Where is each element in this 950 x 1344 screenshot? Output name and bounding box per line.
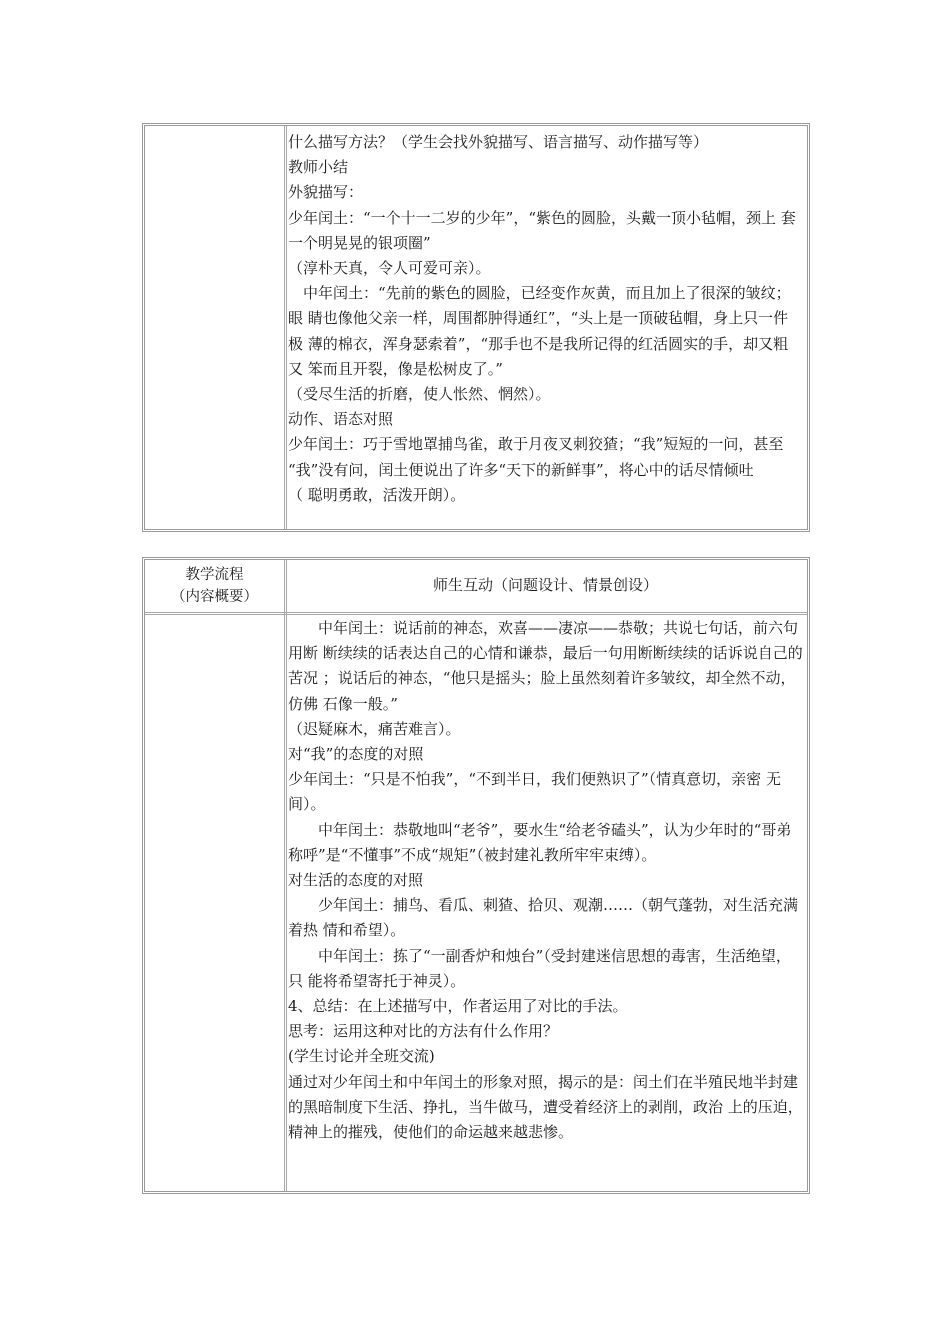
text-line: 动作、语态对照 — [288, 410, 394, 429]
text-line: 通过对少年闰土和中年闰土的形象对照，揭示的是：闰土们在半殖民地半封建 的黑暗制度下生活、挣扎，当牛做马，遭受着经济上的剥削，政治 上的压迫，精神上的摧残，使他们的命运越来越悲惨。 — [288, 1072, 803, 1142]
header-flow-cell — [145, 564, 284, 608]
text-line: (学生讨论并全班交流) — [288, 1047, 435, 1066]
header-interaction-cell: 师生互动（问题设计、情景创设） — [432, 576, 658, 594]
text-line: （迟疑麻木，痛苦难言）。 — [288, 719, 461, 738]
text-line: 4、总结：在上述描写中，作者运用了对比的手法。 — [288, 997, 628, 1016]
text-line: 少年闰土：捕鸟、看瓜、刺猹、拾贝、观潮……（朝气蓬勃，对生活充满着热 情和希望）。 — [288, 896, 799, 940]
column-divider — [284, 126, 287, 529]
header-flow-subtitle: （内容概要） — [171, 589, 258, 605]
text-line: 对“我”的态度的对照 — [288, 745, 424, 764]
text-line: 思考：运用这种对比的方法有什么作用？ — [288, 1022, 559, 1041]
interaction-cell — [288, 616, 803, 1145]
lesson-table-continued — [142, 123, 810, 532]
text-line: （ 聪明勇敢，活泼开朗）。 — [288, 485, 466, 504]
text-line: 中年闰土：说话前的神态，欢喜——凄凉——恭敬；共说七句话，前六句用断 断续续的话表达自己的心情和谦恭，最后一句用断断续续的话诉说自己的苦况 ；说话后的神态，“他只是摇头；脸上虽然刻着许多皱纹，却全然不动，仿佛 石像一般。” — [288, 619, 803, 713]
text-line: 教师小结 — [288, 158, 349, 177]
text-line: （受尽生活的折磨，使人怅然、惘然）。 — [288, 385, 551, 404]
column-divider — [284, 560, 287, 1191]
lesson-table — [142, 557, 810, 1194]
text-line: 中年闰土：拣了“一副香炉和烛台”（受封建迷信思想的毒害，生活绝望，只 能将希望寄托于神灵）。 — [288, 946, 791, 990]
header-flow-title: 教学流程 — [185, 567, 244, 583]
text-line: 什么描写方法？（学生会找外貌描写、语言描写、动作描写等） — [288, 133, 709, 151]
text-line: （淳朴天真，令人可爱可亲）。 — [288, 259, 491, 278]
text-line: 少年闰土：“一个十一二岁的少年”，“紫色的圆脸，头戴一顶小毡帽，颈上 套一个明晃晃的银项圈” — [288, 208, 796, 252]
header-divider — [145, 612, 807, 615]
interaction-cell — [288, 130, 803, 508]
text-line: 少年闰土：“只是不怕我”，“不到半日，我们便熟识了”（情真意切，亲密 无间）。 — [288, 770, 781, 814]
text-line: 少年闰土：巧于雪地罩捕鸟雀，敢于月夜叉刺狡猹；“我”短短的一问，甚至 “我”没有问，闰土便说出了许多“天下的新鲜事”，将心中的话尽情倾吐 — [288, 435, 784, 479]
text-line: 中年闰土：恭敬地叫“老爷”，要水生“给老爷磕头”，认为少年时的“哥弟 称呼”是“不懂事”不成“规矩”（被封建礼教所牢牢束缚）。 — [288, 820, 792, 864]
text-line: 对生活的态度的对照 — [288, 871, 424, 890]
text-line: 外貌描写： — [288, 183, 364, 202]
text-line: 中年闰土：“先前的紫色的圆脸，已经变作灰黄，而且加上了很深的皱纹；眼 睛也像他父亲一样，周围都肿得通红”，“头上是一顶破毡帽，身上只一件极 薄的棉衣，浑身瑟索着”，“那手也不是我所记得的红活圆实的手，却又粗又 笨而且开裂，像是松树皮了。” — [288, 284, 791, 378]
